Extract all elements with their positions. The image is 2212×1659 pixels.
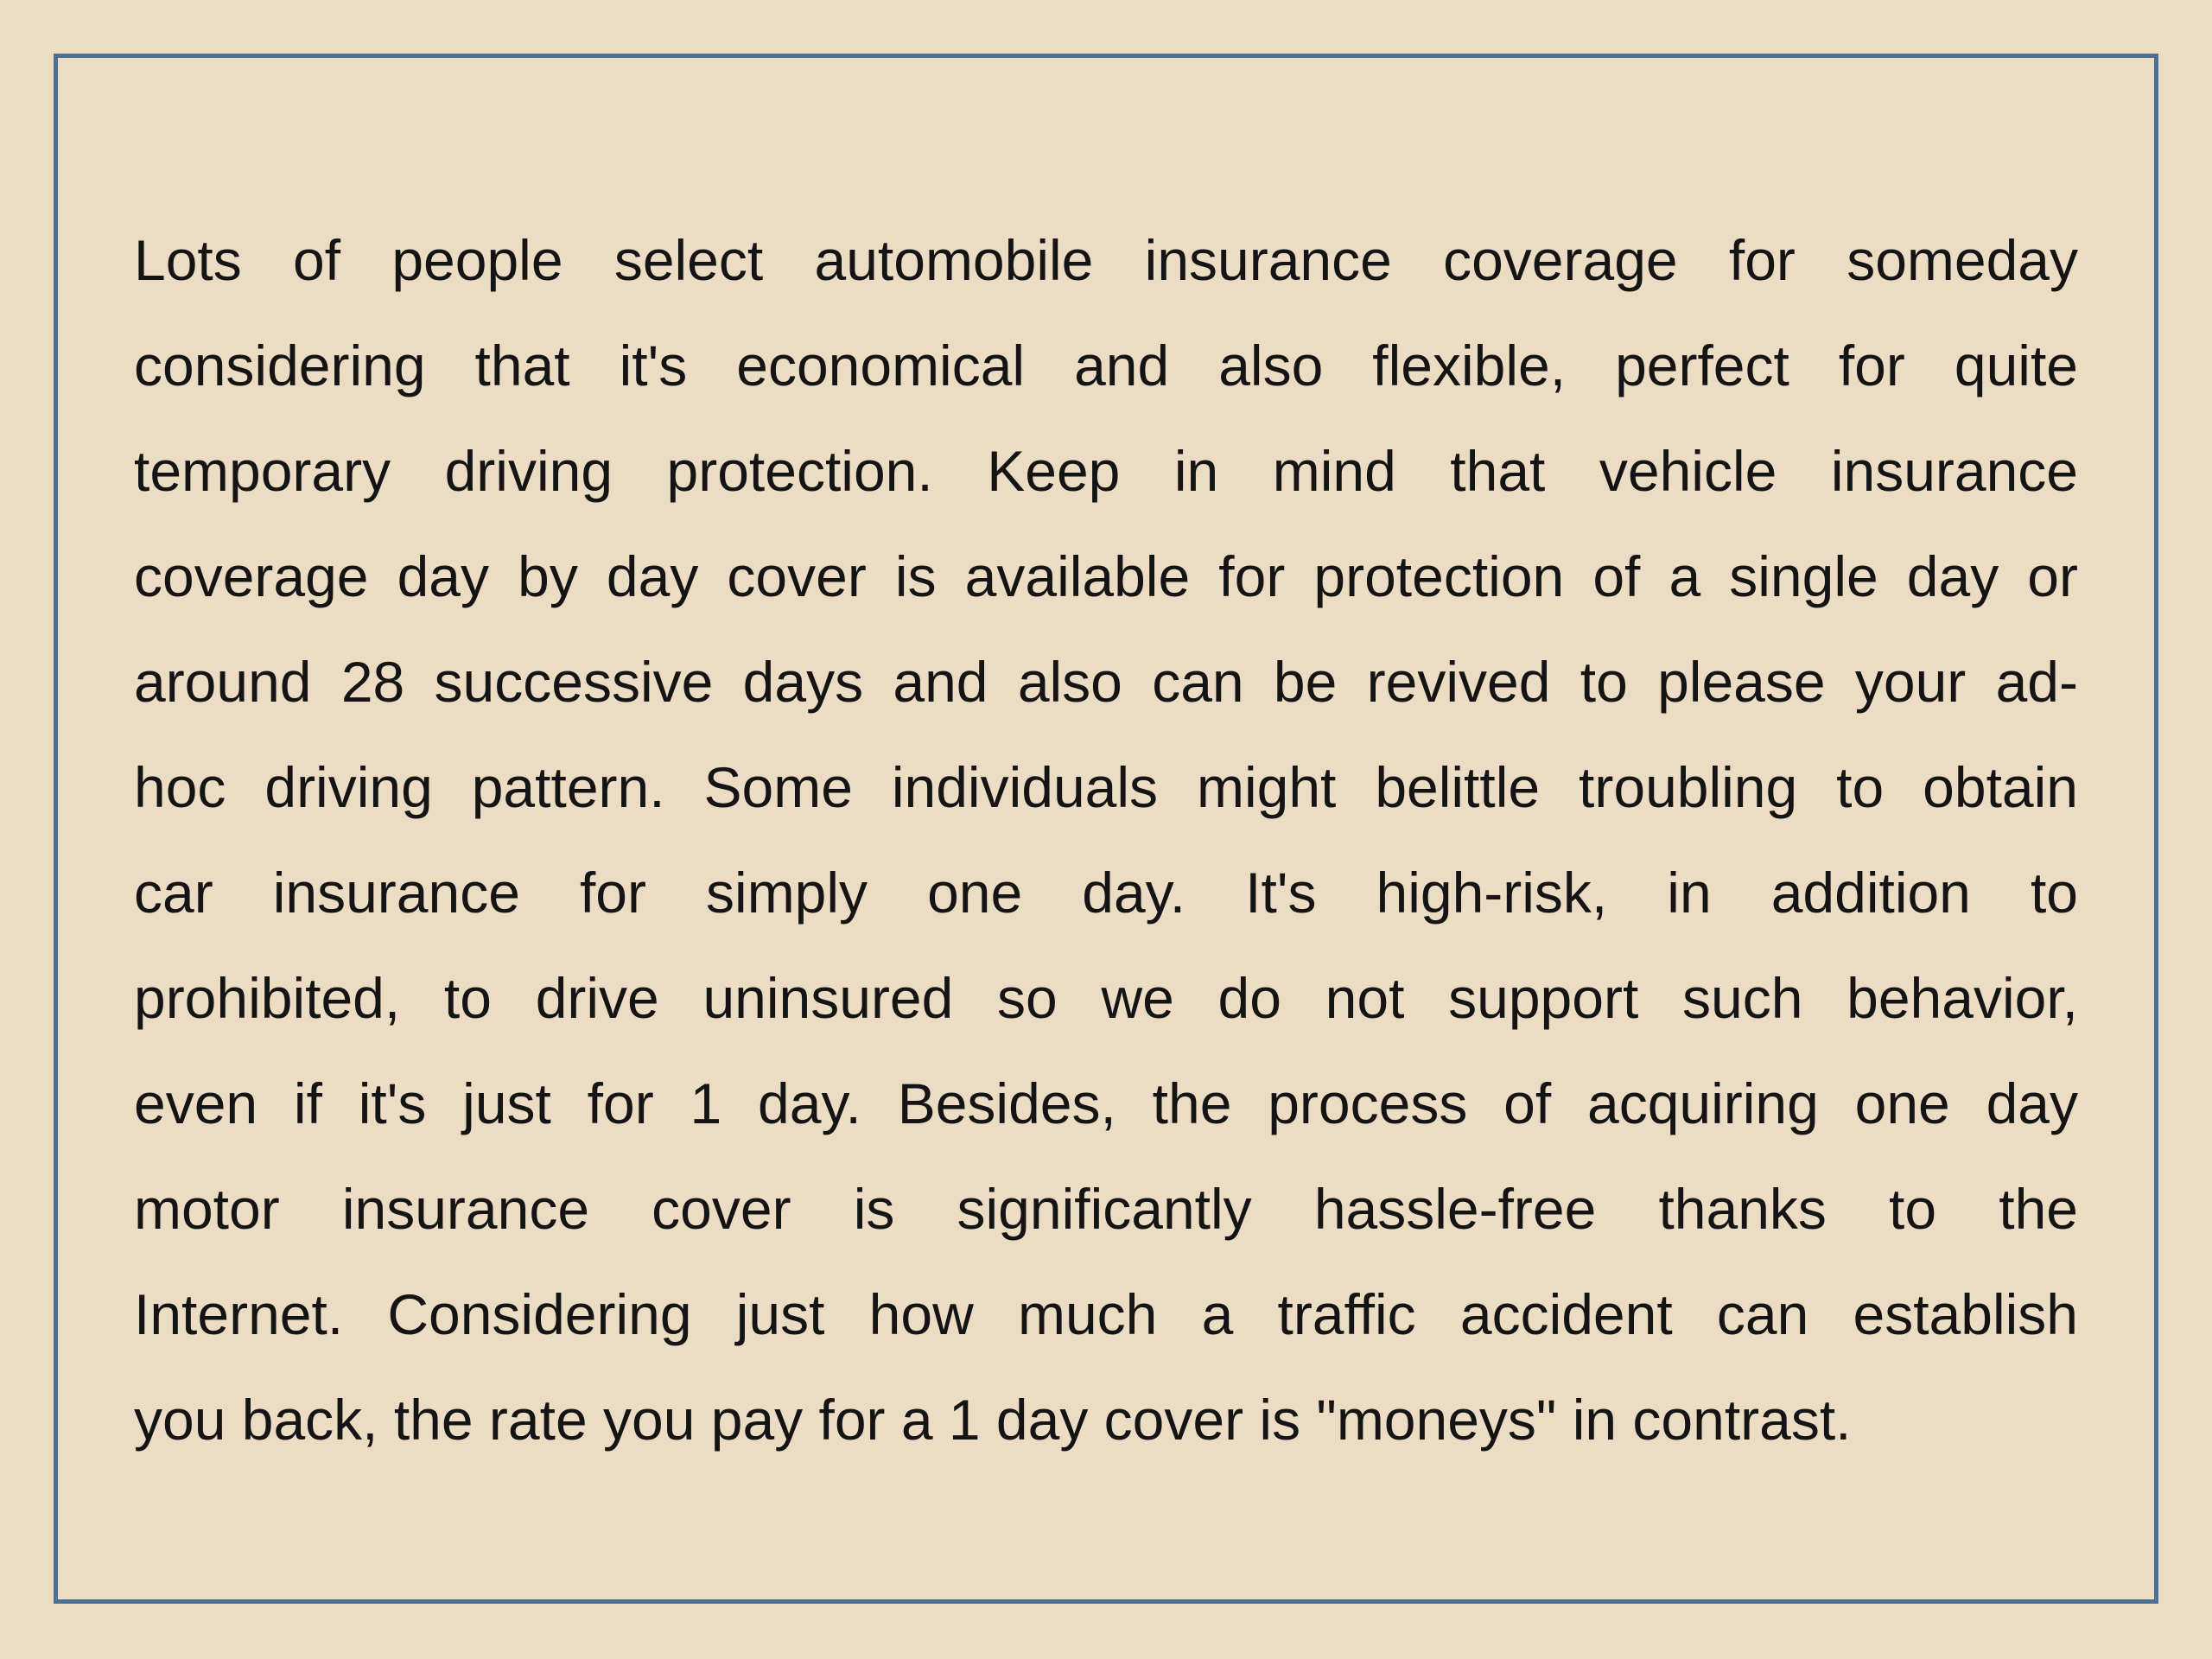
paragraph-line-2: considering that it's economical and also flexible, perfect for quite (134, 334, 2078, 397)
paragraph (134, 207, 2078, 1472)
paragraph-line-12: you back, the rate you pay for a 1 day cover is "moneys" in contrast. (134, 1388, 1852, 1452)
paragraph-line-5: around 28 successive days and also can be revived to please your ad- (134, 650, 2078, 714)
paragraph-line-8: prohibited, to drive uninsured so we do not support such behavior, (134, 966, 2078, 1030)
paragraph-line-9: even if it's just for 1 day. Besides, the process of acquiring one day (134, 1071, 2078, 1135)
paragraph-line-3: temporary driving protection. Keep in mind that vehicle insurance (134, 439, 2078, 503)
paragraph-line-7: car insurance for simply one day. It's high-risk, in addition to (134, 861, 2078, 925)
paragraph-line-4: coverage day by day cover is available for protection of a single day or (134, 544, 2078, 608)
paragraph-line-10: motor insurance cover is significantly hassle-free thanks to the (134, 1177, 2078, 1241)
paragraph-line-11: Internet. Considering just how much a traffic accident can establish (134, 1282, 2078, 1346)
paragraph-line-1: Lots of people select automobile insurance coverage for someday (134, 228, 2078, 292)
paragraph-line-6: hoc driving pattern. Some individuals might belittle troubling to obtain (134, 755, 2078, 819)
